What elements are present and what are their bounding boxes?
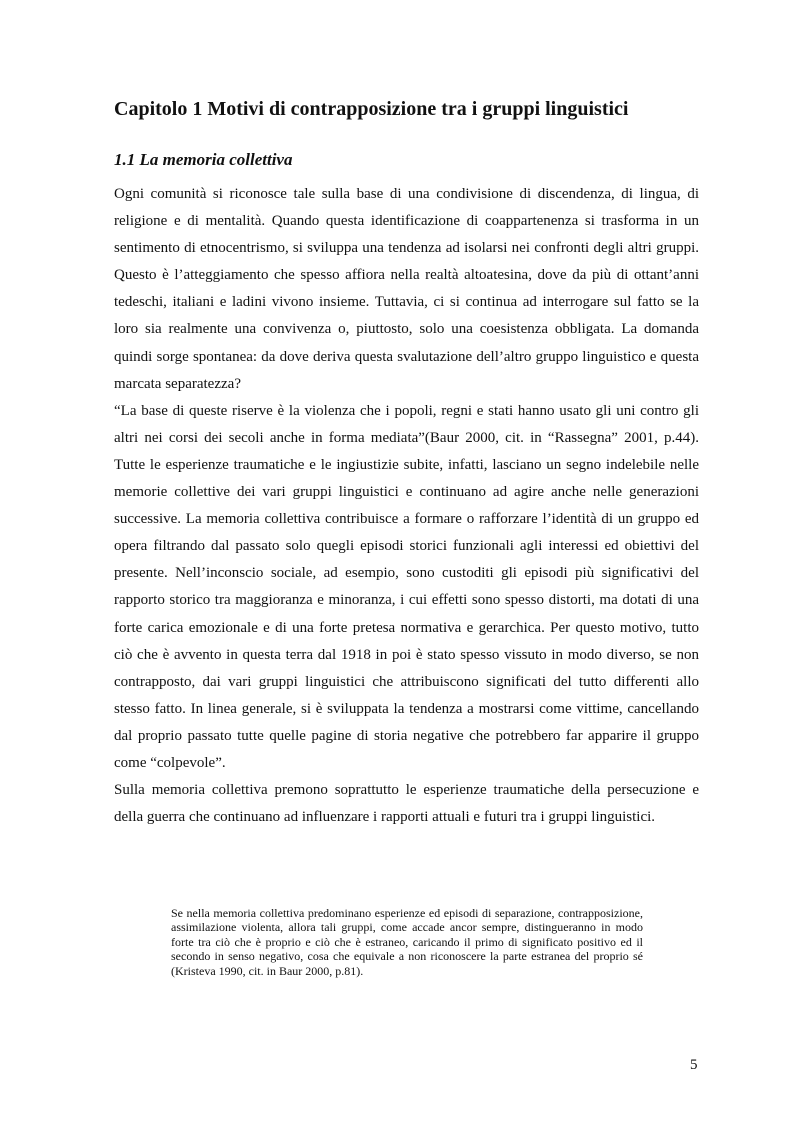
paragraph-2: “La base di queste riserve è la violenza che i popoli, regni e stati hanno usato gli uni contro gli altri nei corsi dei secoli anche in forma mediata”(Baur 2000, cit. in “Rassegna” 2001, p.44). Tutte le esperienze traumatiche e le ingiustizie subite, infatti, lasciano un segno indelebile nelle memorie collettive dei vari gruppi linguistici e continuano ad agire anche nelle generazioni successive. La memoria collettiva contribuisce a formare o rafforzare l’identità di un gruppo ed opera filtrando dal passato solo quegli episodi storici funzionali agli interessi ed obiettivi del presente. Nell’inconscio sociale, ad esempio, sono custoditi gli episodi più significativi del rapporto storico tra maggioranza e minoranza, i cui effetti sono spesso distorti, ma dotati di una forte carica emozionale e di una forte pretesa normativa e gerarchica. Per questo motivo, tutto ciò che è avvento in questa terra dal 1918 in poi è stato spesso vissuto in modo diverso, se non contrapposto, dai vari gruppi linguistici che attribuiscono significati del tutto differenti allo stesso fatto. In linea generale, si è sviluppata la tendenza a mostrarsi come vittime, cancellando dal proprio passato tutte quelle pagine di storia negative che potrebbero far apparire il gruppo come “colpevole”. bbox=[114, 402, 699, 771]
paragraph-1: Ogni comunità si riconosce tale sulla base di una condivisione di discendenza, di lingua, di religione e di mentalità. Quando questa identificazione di coappartenenza si trasforma in un sentimento di etnocentrismo, si sviluppa una tendenza ad isolarsi nei confronti degli altri gruppi. Questo è l’atteggiamento che spesso affiora nella realtà altoatesina, dove da più di ottant’anni tedeschi, italiani e ladini vivono insieme. Tuttavia, ci si continua ad interrogare sul fatto se la loro sia realmente una convivenza o, piuttosto, solo una coesistenza obbligata. La domanda quindi sorge spontanea: da dove deriva questa svalutazione dell’altro gruppo linguistico e questa marcata separatezza? bbox=[114, 186, 699, 392]
block-quote: Se nella memoria collettiva predominano esperienze ed episodi di separazione, contrapposizione, assimilazione violenta, allora tali gruppi, come accade ancor sempre, distingueranno in modo forte tra ciò che è proprio e ciò che è estraneo, caricando il primo di significato positivo ed il secondo in senso negativo, cosa che equivale a non riconoscere la parte estranea del proprio sé (Kristeva 1990, cit. in Baur 2000, p.81). bbox=[171, 906, 643, 978]
page-number: 5 bbox=[690, 1057, 698, 1073]
paragraph-3: Sulla memoria collettiva premono soprattutto le esperienze traumatiche della persecuzione e della guerra che continuano ad influenzare i rapporti attuali e futuri tra i gruppi linguistici. bbox=[114, 782, 699, 826]
section-title: 1.1 La memoria collettiva bbox=[114, 150, 293, 169]
chapter-title: Capitolo 1 Motivi di contrapposizione tra i gruppi linguistici bbox=[114, 98, 629, 120]
body-text bbox=[114, 181, 699, 831]
